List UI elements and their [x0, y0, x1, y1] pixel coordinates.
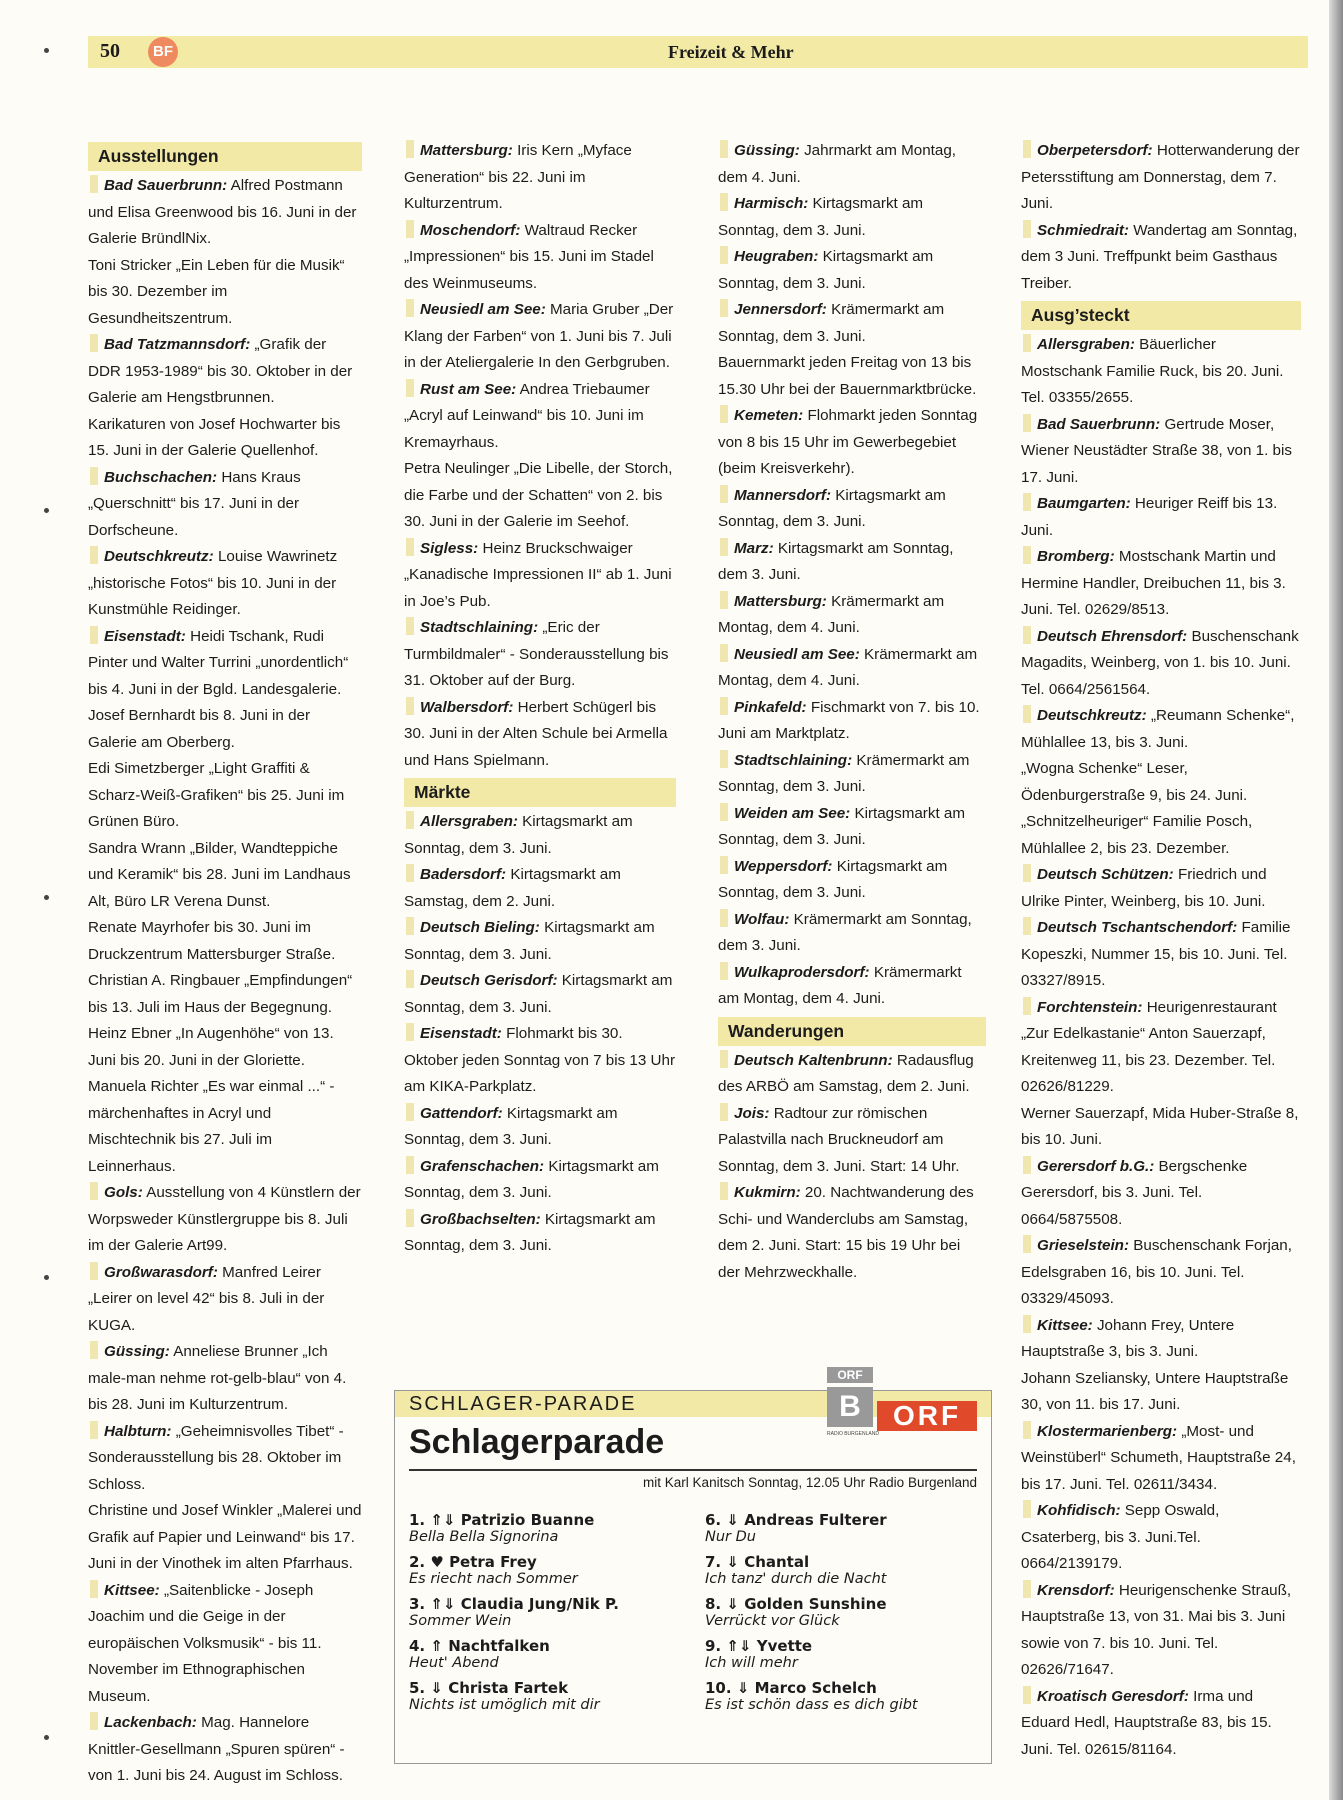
entry-text: Kirtagsmarkt am Sonntag, dem 3. Juni.	[404, 1210, 656, 1254]
entry-text: Edi Simetzberger „Light Graffiti & Scharz-Weiß-Grafiken“ bis 25. Juni im Grünen Büro.	[88, 760, 345, 830]
listing-entry	[404, 218, 676, 298]
entry-text: Kirtagsmarkt am Sonntag, dem 3. Juni.	[404, 972, 673, 1016]
entry-text: Johann Szeliansky, Untere Hauptstraße 30, von 11. bis 17. Juni.	[1021, 1369, 1289, 1413]
entry-text: „Grafik der DDR 1953-1989“ bis 30. Oktober in der Galerie am Hengstbrunnen.	[88, 336, 353, 406]
entry-text: „Reumann Schenke“, Mühlallee 13, bis 3. Juni.	[1021, 707, 1295, 751]
listing-entry	[718, 191, 986, 244]
chart-entry	[705, 1511, 975, 1553]
place-name: Oberpetersdorf:	[1037, 142, 1153, 159]
listing-entry	[88, 624, 362, 704]
chart-entry	[705, 1679, 975, 1721]
schlagerparade-kicker: SCHLAGER-PARADE	[409, 1393, 637, 1415]
chart-entry-heading	[409, 1595, 679, 1613]
listing-entry	[1021, 1578, 1301, 1684]
entry-text: Fischmarkt von 7. bis 10. Juni am Marktplatz.	[718, 698, 980, 742]
chart-entry	[409, 1511, 679, 1553]
listing-entry	[718, 748, 986, 801]
place-name: Walbersdorf:	[420, 698, 514, 716]
entry-text: Bergschenke Gerersdorf, bis 3. Juni. Tel. 0664/5875508.	[1021, 1157, 1248, 1228]
entry-text: Kirtagsmarkt am Sonntag, dem 3. Juni.	[718, 486, 946, 530]
entry-text: „Schnitzelheuriger“ Familie Posch, Mühlallee 2, bis 23. Dezember.	[1021, 813, 1253, 857]
place-name: Weiden am See:	[734, 804, 851, 822]
entry-text: Hotterwanderung der Petersstiftung am Donnerstag, dem 7. Juni.	[1021, 142, 1300, 212]
chart-rank: 8.	[705, 1595, 722, 1613]
place-name: Gerersdorf b.G.:	[1037, 1157, 1155, 1175]
page-header	[88, 36, 1308, 68]
entry-text: Werner Sauerzapf, Mida Huber-Straße 8, bis 10. Juni.	[1021, 1104, 1299, 1148]
place-name: Schmiedrait:	[1037, 221, 1129, 239]
entry-text: Heinz Bruckschwaiger „Kanadische Impressionen II“ ab 1. Juni in Joe’s Pub.	[404, 539, 672, 610]
entry-text: Manfred Leirer „Leirer on level 42“ bis 8. Juli in der KUGA.	[88, 1263, 325, 1334]
chart-rank: 9.	[705, 1637, 722, 1655]
place-name: Deutsch Tschantschendorf:	[1037, 919, 1238, 936]
scan-dot	[44, 1735, 49, 1740]
column-1	[88, 138, 362, 1790]
scan-dot	[44, 48, 49, 53]
chart-song: Ich will mehr	[705, 1655, 798, 1671]
chart-entry-heading	[705, 1637, 975, 1655]
entry-text: Gertrude Moser, Wiener Neustädter Straße 38, von 1. bis 17. Juni.	[1021, 415, 1292, 486]
listing-entry	[88, 173, 362, 253]
listing-entry	[1021, 544, 1301, 624]
entry-text: Kirtagsmarkt am Sonntag, dem 3. Juni.	[404, 1157, 659, 1201]
entry-text: Flohmarkt jeden Sonntag von 8 bis 15 Uhr im Gewerbegebiet (beim Kreisverkehr).	[718, 407, 978, 477]
entry-text: Kirtagsmarkt am Sonntag, dem 3. Juni.	[404, 813, 633, 857]
listing-entry	[718, 854, 986, 907]
chart-entry	[705, 1595, 975, 1637]
entry-text: Bäuerlicher Mostschank Familie Ruck, bis 20. Juni. Tel. 03355/2655.	[1021, 336, 1284, 406]
entry-text: Krämermarkt am Sonntag, dem 3. Juni.	[718, 301, 945, 345]
listing-entry	[718, 801, 986, 854]
entry-text: Buschenschank Forjan, Edelsgraben 16, bis 10. Juni. Tel. 03329/45093.	[1021, 1237, 1292, 1307]
listing-entry	[1021, 862, 1301, 915]
listing-entry	[404, 1154, 676, 1207]
place-name: Stadtschlaining:	[734, 751, 853, 769]
chart-entry	[409, 1553, 679, 1595]
trend-icon: ⇓	[736, 1679, 750, 1697]
listing-entry	[88, 1180, 362, 1260]
chart-artist: Yvette	[756, 1637, 813, 1655]
chart-artist: Andreas Fulterer	[744, 1511, 887, 1529]
listing-entry	[718, 403, 986, 483]
place-name: Gols:	[104, 1184, 143, 1201]
listing-entry	[404, 1101, 676, 1154]
listing-entry	[718, 244, 986, 297]
place-name: Grafenschachen:	[420, 1157, 545, 1175]
chart-artist: Nachtfalken	[448, 1637, 550, 1655]
scan-dot	[44, 508, 49, 513]
entry-text: Kirtagsmarkt am Sonntag, dem 3. Juni.	[404, 919, 655, 963]
listing-entry	[1021, 1498, 1301, 1578]
place-name: Kukmirn:	[734, 1184, 801, 1201]
entry-text: Wandertag am Sonntag, dem 3 Juni. Treffpunkt beim Gasthaus Treiber.	[1021, 221, 1298, 292]
entry-text: Kirtagsmarkt am Samstag, dem 2. Juni.	[404, 866, 621, 910]
entry-text: Heinz Ebner „In Augenhöhe“ von 13. Juni bis 20. Juni in der Gloriette.	[88, 1025, 334, 1069]
schlagerparade-meta: mit Karl Kanitsch Sonntag, 12.05 Uhr Radio Burgenland	[643, 1475, 977, 1490]
listing-entry	[1021, 1684, 1301, 1764]
place-name: Kroatisch Geresdorf:	[1037, 1687, 1189, 1705]
entry-text: Andrea Triebaumer „Acryl auf Leinwand“ bis 10. Juni im Kremayrhaus.	[404, 380, 650, 451]
listing-entry	[88, 1419, 362, 1499]
place-name: Bad Sauerbrunn:	[104, 177, 228, 194]
chart-rank: 2.	[409, 1553, 426, 1571]
place-name: Kittsee:	[104, 1581, 160, 1599]
place-name: Wulkaprodersdorf:	[734, 963, 870, 981]
chart-song: Es riecht nach Sommer	[409, 1571, 578, 1587]
listing-entry	[88, 465, 362, 545]
chart-song: Sommer Wein	[409, 1613, 512, 1629]
entry-text: „Eric der Turmbildmaler“ - Sonderausstellung bis 31. Oktober auf der Burg.	[404, 619, 669, 689]
orf-logo-sub: RADIO BURGENLAND	[827, 1431, 879, 1437]
entry-text: Sandra Wrann „Bilder, Wandteppiche und Keramik“ bis 28. Juni im Landhaus Alt, Büro LR Verena Dunst.	[88, 839, 351, 910]
entry-text: Renate Mayrhofer bis 30. Juni im Druckzentrum Mattersburger Straße.	[88, 919, 336, 963]
section-heading: Märkte	[404, 778, 676, 807]
chart-entry-heading	[409, 1679, 679, 1697]
chart-artist: Claudia Jung/Nik P.	[460, 1595, 619, 1613]
entry-text: Irma und Eduard Hedl, Hauptstraße 83, bis 15. Juni. Tel. 02615/81164.	[1021, 1687, 1272, 1758]
listing-entry	[404, 862, 676, 915]
listing-entry	[1021, 218, 1301, 298]
trend-icon: ⇓	[726, 1595, 739, 1613]
entry-text: Familie Kopeszki, Nummer 15, bis 10. Juni. Tel. 03327/8915.	[1021, 919, 1291, 989]
place-name: Baumgarten:	[1037, 495, 1131, 512]
listing-entry	[1021, 138, 1301, 218]
entry-text: Kirtagsmarkt am Sonntag, dem 3. Juni.	[404, 1104, 618, 1148]
entry-text: Bauernmarkt jeden Freitag von 13 bis 15.30 Uhr bei der Bauernmarktbrücke.	[718, 354, 977, 398]
listing-entry	[718, 297, 986, 350]
listing-entry	[404, 968, 676, 1021]
trend-icon: ⇓	[726, 1511, 739, 1529]
entry-text: Josef Bernhardt bis 8. Juni in der Galerie am Oberberg.	[88, 707, 311, 751]
listing-entry	[1021, 1419, 1301, 1499]
listing-entry	[404, 377, 676, 457]
entry-text: Kirtagsmarkt am Sonntag, dem 3. Juni.	[718, 195, 924, 239]
entry-text: 20. Nachtwanderung des Schi- und Wanderclubs am Samstag, dem 2. Juni. Start: 15 bis 19 Uhr bei der Mehrzweckhalle.	[718, 1184, 974, 1281]
listing-entry	[1021, 332, 1301, 412]
chart-artist: Marco Schelch	[754, 1679, 877, 1697]
place-name: Kohfidisch:	[1037, 1502, 1121, 1519]
place-name: Deutsch Bieling:	[420, 919, 540, 936]
place-name: Neusiedl am See:	[420, 301, 546, 318]
page-number: 50	[100, 40, 120, 62]
entry-text: „Geheimnisvolles Tibet“ - Sonderausstellung bis 28. Oktober im Schloss.	[88, 1422, 344, 1493]
place-name: Deutschkreutz:	[1037, 707, 1147, 724]
bf-logo-icon: BF	[148, 37, 178, 67]
entry-text: Karikaturen von Josef Hochwarter bis 15. Juni in der Galerie Quellenhof.	[88, 415, 341, 459]
place-name: Kittsee:	[1037, 1316, 1093, 1334]
listing-entry	[404, 695, 676, 775]
place-name: Bad Tatzmannsdorf:	[104, 336, 251, 353]
listing-entry	[88, 332, 362, 412]
entry-text: Petra Neulinger „Die Libelle, der Storch, die Farbe und der Schatten“ von 2. bis 30. Juni in der Galerie im Seehof.	[404, 460, 673, 530]
place-name: Großwarasdorf:	[104, 1263, 218, 1281]
listing-entry	[404, 297, 676, 377]
place-name: Kemeten:	[734, 407, 804, 424]
listing-entry	[404, 809, 676, 862]
schlagerparade-box	[394, 1368, 992, 1764]
place-name: Allersgraben:	[420, 813, 518, 830]
chart-rank: 4.	[409, 1637, 426, 1655]
entry-text: Flohmarkt bis 30. Oktober jeden Sonntag von 7 bis 13 Uhr am KIKA-Parkplatz.	[404, 1025, 676, 1095]
entry-text: Christian A. Ringbauer „Empfindungen“ bis 13. Juli im Haus der Begegnung.	[88, 972, 353, 1016]
entry-text: Radausflug des ARBÖ am Samstag, dem 2. Juni.	[718, 1051, 974, 1095]
listing-entry	[718, 536, 986, 589]
chart-entry	[705, 1553, 975, 1595]
chart-entry-heading	[409, 1553, 679, 1571]
trend-icon: ⇑	[430, 1637, 443, 1655]
place-name: Klostermarienberg:	[1037, 1422, 1178, 1440]
entry-text: „Most- und Weinstüberl“ Schumeth, Hauptstraße 24, bis 17. Juni. Tel. 02611/3434.	[1021, 1422, 1296, 1493]
listing-entry	[1021, 491, 1301, 544]
place-name: Mannersdorf:	[734, 486, 832, 504]
entry-text: Kirtagsmarkt am Sonntag, dem 3. Juni.	[718, 857, 948, 901]
listing-entry	[88, 1260, 362, 1340]
place-name: Pinkafeld:	[734, 698, 807, 716]
listing-entry	[404, 536, 676, 616]
chart-rank: 3.	[409, 1595, 426, 1613]
place-name: Halbturn:	[104, 1422, 172, 1440]
place-name: Buchschachen:	[104, 468, 218, 486]
entry-text: Maria Gruber „Der Klang der Farben“ von 1. Juni bis 7. Juli in der Ateliergalerie In den Gerbgruben.	[404, 301, 674, 371]
chart-list-right	[705, 1511, 975, 1721]
chart-entry-heading	[705, 1553, 975, 1571]
entry-text: Iris Kern „Myface Generation“ bis 22. Juni im Kulturzentrum.	[404, 142, 632, 212]
trend-icon: ⇑⇓	[430, 1511, 456, 1529]
listing-entry	[88, 1578, 362, 1711]
page-edge-shadow	[1329, 0, 1343, 1800]
place-name: Sigless:	[420, 539, 479, 557]
place-name: Bromberg:	[1037, 548, 1115, 565]
listing-entry	[718, 138, 986, 191]
place-name: Stadtschlaining:	[420, 619, 539, 636]
place-name: Eisenstadt:	[104, 627, 186, 645]
listing-entry	[404, 1021, 676, 1101]
schlagerparade-title: Schlagerparade	[409, 1423, 665, 1461]
chart-song: Ich tanz' durch die Nacht	[705, 1571, 887, 1587]
listing-entry	[1021, 1313, 1301, 1366]
listing-entry	[1021, 412, 1301, 492]
entry-text: Krämermarkt am Sonntag, dem 3. Juni.	[718, 751, 970, 795]
chart-list-left	[409, 1511, 679, 1721]
place-name: Lackenbach:	[104, 1714, 197, 1731]
scan-dot	[44, 1275, 49, 1280]
entry-text: Alfred Postmann und Elisa Greenwood bis 16. Juni in der Galerie BründlNix.	[88, 177, 357, 247]
place-name: Marz:	[734, 539, 774, 557]
place-name: Deutsch Gerisdorf:	[420, 972, 558, 989]
listing-entry	[1021, 1233, 1301, 1313]
place-name: Großbachselten:	[420, 1210, 541, 1228]
chart-song: Nur Du	[705, 1529, 756, 1545]
place-name: Deutschkreutz:	[104, 548, 214, 565]
entry-text: Toni Stricker „Ein Leben für die Musik“ bis 30. Dezember im Gesundheitszentrum.	[88, 256, 345, 327]
chart-entry	[409, 1637, 679, 1679]
listing-entry	[88, 544, 362, 624]
entry-text: Johann Frey, Untere Hauptstraße 3, bis 3. Juni.	[1021, 1316, 1235, 1360]
entry-text: Kirtagsmarkt am Sonntag, dem 3. Juni.	[718, 539, 954, 583]
entry-text: Manuela Richter „Es war einmal ...“ - märchenhaftes in Acryl und Mischtechnik bis 27. Juli im Leinnerhaus.	[88, 1078, 335, 1175]
listing-entry	[404, 138, 676, 218]
entry-text: Sepp Oswald, Csaterberg, bis 3. Juni.Tel. 0664/2139179.	[1021, 1502, 1220, 1572]
place-name: Forchtenstein:	[1037, 998, 1143, 1016]
divider	[409, 1469, 977, 1471]
entry-text: Louise Wawrinetz „historische Fotos“ bis 10. Juni in der Kunstmühle Reidinger.	[88, 548, 338, 618]
listing-entry	[1021, 915, 1301, 995]
place-name: Deutsch Kaltenbrunn:	[734, 1051, 893, 1069]
chart-entry	[409, 1679, 679, 1721]
chart-entry-heading	[705, 1679, 975, 1697]
chart-rank: 1.	[409, 1511, 426, 1529]
column-2	[404, 138, 676, 1260]
listing-entry	[718, 1048, 986, 1101]
listing-entry	[718, 589, 986, 642]
entry-text: Krämermarkt am Montag, dem 4. Juni.	[718, 963, 962, 1007]
entry-text: Krämermarkt am Montag, dem 4. Juni.	[718, 645, 978, 689]
section-heading: Ausg’steckt	[1021, 301, 1301, 330]
place-name: Rust am See:	[420, 380, 517, 398]
chart-artist: Patrizio Buanne	[460, 1511, 595, 1529]
listing-entry	[718, 1180, 986, 1286]
chart-rank: 10.	[705, 1679, 732, 1697]
entry-text: Mostschank Martin und Hermine Handler, Dreibuchen 11, bis 3. Juni. Tel. 02629/8513.	[1021, 548, 1286, 618]
entry-text: Heurigenschenke Strauß, Hauptstraße 13, von 31. Mai bis 3. Juni sowie von 7. bis 10. Juni. Tel. 02626/71647.	[1021, 1581, 1292, 1678]
chart-entry	[705, 1637, 975, 1679]
chart-rank: 7.	[705, 1553, 722, 1571]
listing-entry	[1021, 995, 1301, 1101]
listing-entry	[718, 642, 986, 695]
place-name: Mattersburg:	[420, 142, 513, 159]
place-name: Krensdorf:	[1037, 1581, 1115, 1599]
trend-icon: ⇓	[430, 1679, 443, 1697]
entry-text: Friedrich und Ulrike Pinter, Weinberg, bis 10. Juni.	[1021, 866, 1267, 910]
trend-icon: ⇑⇓	[726, 1637, 752, 1655]
listing-entry	[1021, 1154, 1301, 1234]
entry-text: Krämermarkt am Montag, dem 4. Juni.	[718, 592, 945, 636]
entry-text: Waltraud Recker „Impressionen“ bis 15. Juni im Stadel des Weinmuseums.	[404, 221, 654, 292]
chart-song: Heut' Abend	[409, 1655, 499, 1671]
listing-entry	[404, 915, 676, 968]
listing-entry	[404, 1207, 676, 1260]
chart-artist: Christa Fartek	[448, 1679, 569, 1697]
entry-text: „Saitenblicke - Joseph Joachim und die Geige in der europäischen Volksmusik“ - bis 11. November im Ethnographischen Museum.	[88, 1581, 322, 1705]
orf-logo-top: ORF	[827, 1367, 873, 1383]
entry-text: Christine und Josef Winkler „Malerei und Grafik auf Papier und Leinwand“ bis 17. Juni in der Vinothek im alten Pfarrhaus.	[88, 1502, 362, 1572]
listing-entry	[718, 1101, 986, 1181]
place-name: Weppersdorf:	[734, 857, 833, 875]
chart-entry-heading	[409, 1511, 679, 1529]
entry-text: Herbert Schügerl bis 30. Juni in der Alten Schule bei Armella und Hans Spielmann.	[404, 698, 668, 769]
chart-rank: 5.	[409, 1679, 426, 1697]
place-name: Jennersdorf:	[734, 301, 827, 318]
orf-logo-letter: B	[827, 1387, 873, 1427]
listing-entry	[88, 1339, 362, 1419]
orf-logo-icon	[827, 1367, 977, 1443]
chart-song: Verrückt vor Glück	[705, 1613, 840, 1629]
listing-entry	[718, 483, 986, 536]
listing-entry	[1021, 703, 1301, 756]
orf-logo-main: ORF	[877, 1401, 977, 1431]
place-name: Mattersburg:	[734, 592, 827, 610]
entry-text: Heidi Tschank, Rudi Pinter und Walter Turrini „unordentlich“ bis 4. Juni in der Bgld. Landesgalerie.	[88, 627, 349, 698]
column-4	[1021, 138, 1301, 1763]
place-name: Jois:	[734, 1104, 770, 1122]
trend-icon: ⇑⇓	[430, 1595, 456, 1613]
section-heading: Wanderungen	[718, 1017, 986, 1046]
chart-entry-heading	[705, 1511, 975, 1529]
chart-song: Es ist schön dass es dich gibt	[705, 1697, 918, 1713]
listing-entry	[718, 960, 986, 1013]
place-name: Neusiedl am See:	[734, 645, 860, 663]
entry-text: Krämermarkt am Sonntag, dem 3. Juni.	[718, 910, 972, 954]
section-title: Freizeit & Mehr	[668, 42, 794, 62]
trend-icon: ⇓	[726, 1553, 739, 1571]
entry-text: Kirtagsmarkt am Sonntag, dem 3. Juni.	[718, 248, 934, 292]
place-name: Güssing:	[734, 142, 800, 159]
entry-text: Jahrmarkt am Montag, dem 4. Juni.	[718, 142, 956, 186]
entry-text: Buschenschank Magadits, Weinberg, von 1. bis 10. Juni. Tel. 0664/2561564.	[1021, 627, 1299, 698]
chart-entry-heading	[409, 1637, 679, 1655]
listing-entry	[88, 1710, 362, 1790]
listing-entry	[404, 615, 676, 695]
listing-entry	[718, 695, 986, 748]
chart-entry	[409, 1595, 679, 1637]
chart-entry-heading	[705, 1595, 975, 1613]
place-name: Deutsch Schützen:	[1037, 866, 1174, 883]
entry-text: Heuriger Reiff bis 13. Juni.	[1021, 495, 1278, 539]
entry-text: Radtour zur römischen Palastvilla nach Bruckneudorf am Sonntag, dem 3. Juni. Start: 14 Uhr.	[718, 1104, 960, 1175]
place-name: Bad Sauerbrunn:	[1037, 415, 1161, 433]
trend-icon: ♥	[430, 1553, 444, 1571]
listing-entry	[718, 907, 986, 960]
place-name: Allersgraben:	[1037, 336, 1135, 353]
place-name: Heugraben:	[734, 248, 819, 265]
scan-dot	[44, 895, 49, 900]
place-name: Deutsch Ehrensdorf:	[1037, 627, 1188, 645]
column-3	[718, 138, 986, 1286]
section-heading: Ausstellungen	[88, 142, 362, 171]
entry-text: „Wogna Schenke“ Leser, Ödenburgerstraße 9, bis 24. Juni.	[1021, 760, 1248, 804]
entry-text: Anneliese Brunner „Ich male-man nehme rot-gelb-blau“ von 4. bis 28. Juni im Kulturzentrum.	[88, 1343, 347, 1413]
entry-text: Mag. Hannelore Knittler-Gesellmann „Spuren spüren“ - von 1. Juni bis 24. August im Schloss.	[88, 1714, 345, 1784]
listing-entry	[1021, 624, 1301, 704]
place-name: Moschendorf:	[420, 221, 521, 239]
place-name: Gattendorf:	[420, 1104, 503, 1122]
place-name: Eisenstadt:	[420, 1025, 502, 1042]
entry-text: Heurigenrestaurant „Zur Edelkastanie“ Anton Sauerzapf, Kreitenweg 11, bis 23. Dezember. Tel. 02626/81229.	[1021, 998, 1277, 1095]
place-name: Grieselstein:	[1037, 1237, 1130, 1254]
entry-text: Ausstellung von 4 Künstlern der Worpsweder Künstlergruppe bis 8. Juli im der Galerie Art99.	[88, 1184, 361, 1254]
place-name: Wolfau:	[734, 910, 790, 928]
chart-song: Bella Bella Signorina	[409, 1529, 559, 1545]
entry-text: Kirtagsmarkt am Sonntag, dem 3. Juni.	[718, 804, 965, 848]
chart-artist: Golden Sunshine	[744, 1595, 887, 1613]
place-name: Badersdorf:	[420, 866, 507, 883]
chart-song: Nichts ist umöglich mit dir	[409, 1697, 600, 1713]
chart-rank: 6.	[705, 1511, 722, 1529]
place-name: Güssing:	[104, 1343, 170, 1360]
entry-text: Hans Kraus „Querschnitt“ bis 17. Juni in der Dorfscheune.	[88, 468, 301, 539]
chart-artist: Petra Frey	[449, 1553, 537, 1571]
chart-artist: Chantal	[744, 1553, 810, 1571]
place-name: Harmisch:	[734, 195, 809, 212]
